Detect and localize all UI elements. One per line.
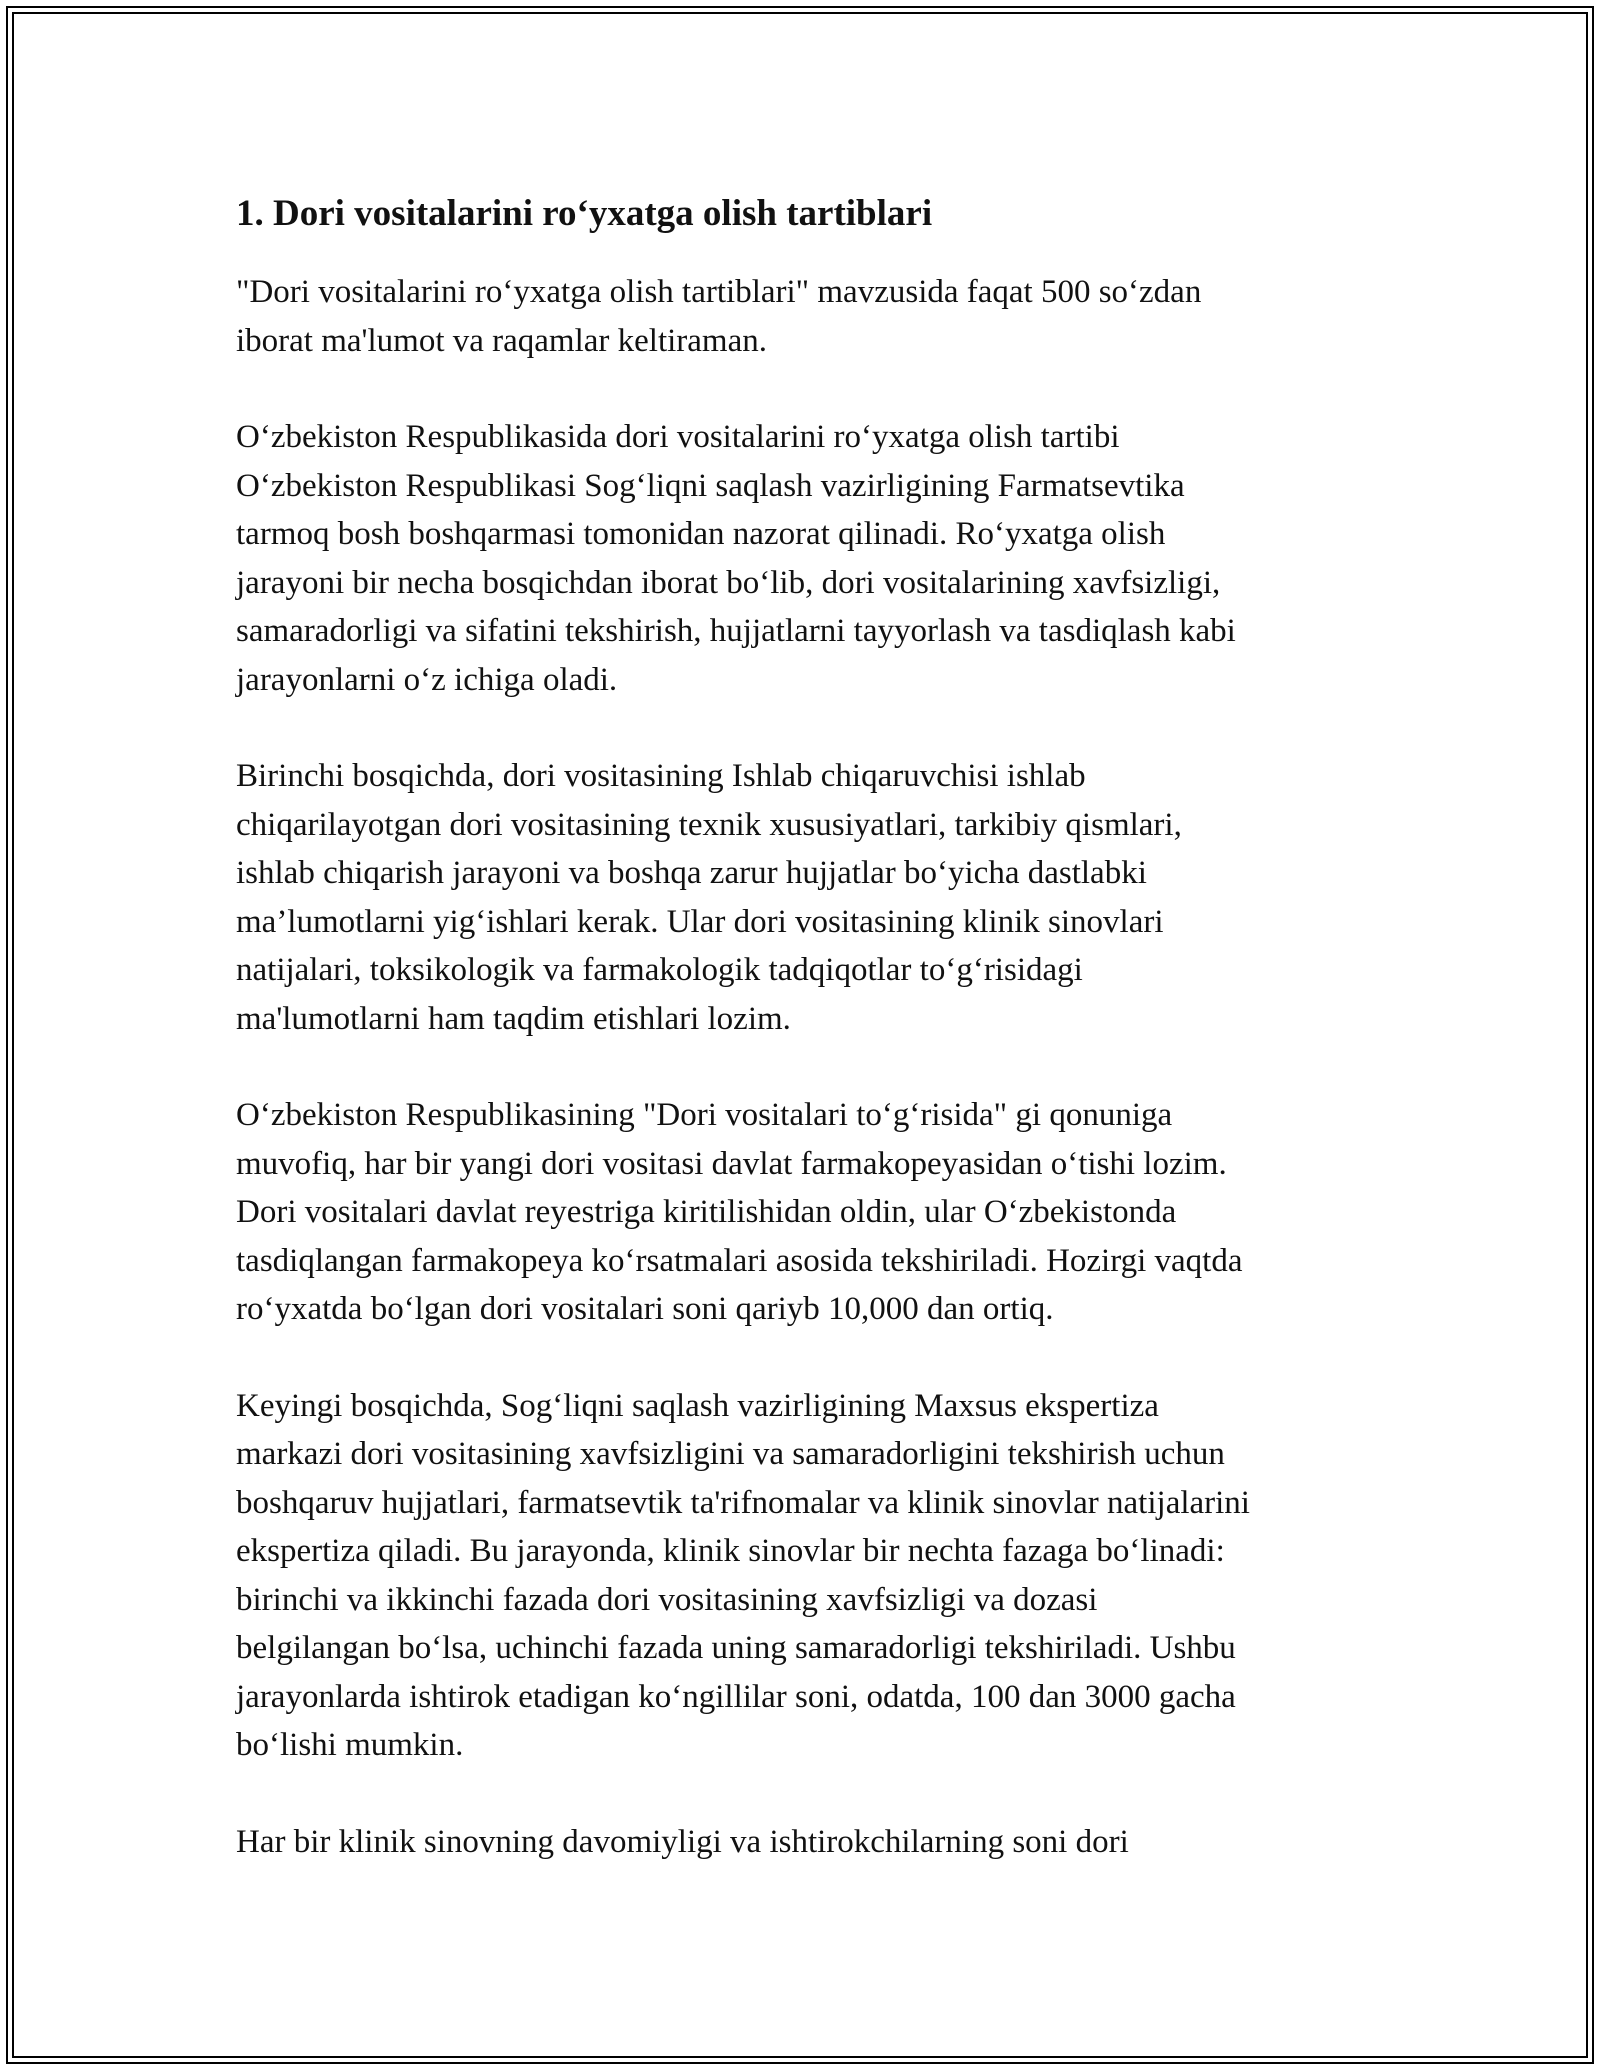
paragraph-intro: "Dori vositalarini ro‘yxatga olish tartiblari" mavzusida faqat 500 so‘zdan iborat ma'lumot va raqamlar keltiraman. <box>236 274 1202 359</box>
paragraph-next-stage: Keyingi bosqichda, Sog‘liqni saqlash vazirligining Maxsus ekspertiza markazi dori vositasining xavfsizligini va samaradorligini tekshirish uchun boshqaruv hujjatlari, farmatsevtik ta'rifnomalar va klinik sinovlar natijalarini ekspertiza qiladi. Bu jarayonda, klinik sinovlar bir nechta fazaga bo‘linadi: birinchi va ikkinchi fazada dori vositasining xavfsizligi va dozasi belgilangan bo‘lsa, uchinchi fazada uning samaradorligi tekshiriladi. Ushbu jarayonlarda ishtirok etadigan ko‘ngillilar soni, odatda, 100 dan 3000 gacha bo‘lishi mumkin. <box>236 1387 1250 1763</box>
section-heading: 1. Dori vositalarini ro‘yxatga olish tartiblari <box>236 193 933 234</box>
paragraph-first-stage: Birinchi bosqichda, dori vositasining Ishlab chiqaruvchisi ishlab chiqarilayotgan dori vositasining texnik xususiyatlari, tarkibiy qismlari, ishlab chiqarish jarayoni va boshqa zarur hujjatlar bo‘yicha dastlabki ma’lumotlarni yig‘ishlari kerak. Ular dori vositasining klinik sinovlari natijalari, toksikologik va farmakologik tadqiqotlar to‘g‘risidagi ma'lumotlarni ham taqdim etishlari lozim. <box>236 758 1182 1037</box>
document-body <box>236 188 1376 1914</box>
paragraph-law-pharmacopeia: O‘zbekiston Respublikasining "Dori vositalari to‘g‘risida" gi qonuniga muvofiq, har bir yangi dori vositasi davlat farmakopeyasidan o‘tishi lozim. Dori vositalari davlat reyestriga kiritilishidan oldin, ular O‘zbekistonda tasdiqlangan farmakopeya ko‘rsatmalari asosida tekshiriladi. Hozirgi vaqtda ro‘yxatda bo‘lgan dori vositalari soni qariyb 10,000 dan ortiq. <box>236 1097 1243 1327</box>
paragraph-clinical-trials: Har bir klinik sinovning davomiyligi va ishtirokchilarning soni dori <box>236 1823 1129 1860</box>
paragraph-registration-overview: O‘zbekiston Respublikasida dori vositalarini ro‘yxatga olish tartibi O‘zbekiston Respublikasi Sog‘liqni saqlash vazirligining Farmatsevtika tarmoq bosh boshqarmasi tomonidan nazorat qilinadi. Ro‘yxatga olish jarayoni bir necha bosqichdan iborat bo‘lib, dori vositalarining xavfsizligi, samaradorligi va sifatini tekshirish, hujjatlarni tayyorlash va tasdiqlash kabi jarayonlarni o‘z ichiga oladi. <box>236 419 1236 698</box>
